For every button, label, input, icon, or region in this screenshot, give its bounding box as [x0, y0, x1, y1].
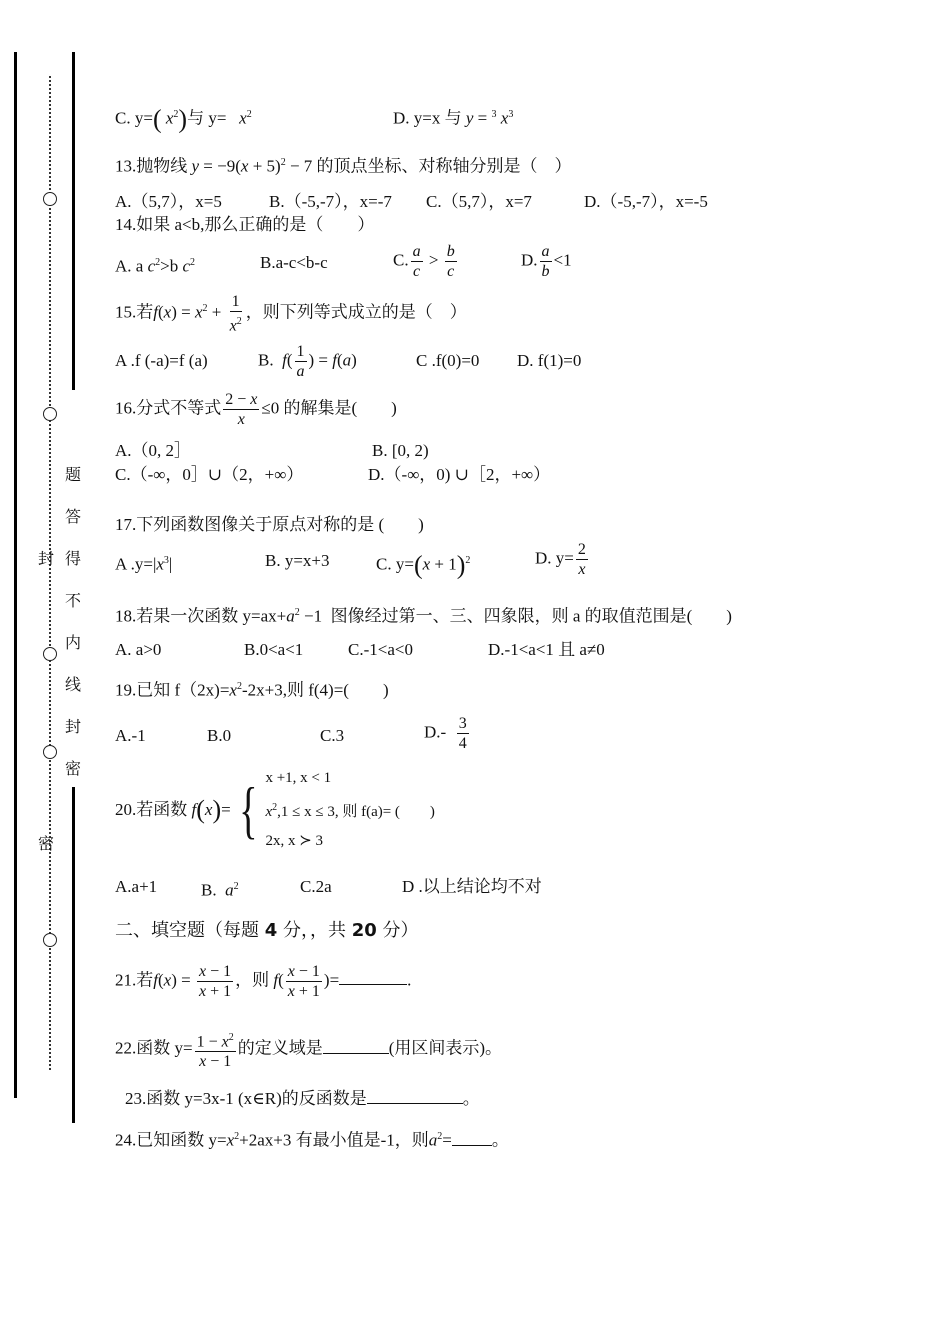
margin-label-secret: 密 — [37, 836, 54, 853]
binding-hole-icon — [43, 407, 57, 421]
margin-rule-upper — [72, 52, 75, 390]
question-15: 15.若$f(x) = x^2$ + $\frac{1}{x^2}$ ，则下列等式成立的是（ ） — [115, 293, 467, 335]
binding-hole-icon — [43, 192, 57, 206]
question-23: 23.函数 y=3x-1 (x∈R)的反函数是 。 — [125, 1089, 480, 1108]
margin-label: 不 — [64, 593, 81, 610]
question-14: 14.如果 a<b,那么正确的是（ ） — [115, 215, 375, 234]
margin-label: 线 — [64, 677, 81, 694]
question-16: 16.分式不等式 $\frac{2 - x}{x}$ ≤0 的解集是( ) — [115, 391, 397, 428]
binding-margin — [0, 0, 110, 1344]
binding-hole-icon — [43, 933, 57, 947]
question-24: 24.已知函数 $y=x^2+2ax+3$ 有最小值是-1，则$a^2=$ 。 — [115, 1130, 509, 1150]
answer-blank[interactable] — [452, 1129, 492, 1146]
binding-hole-icon — [43, 745, 57, 759]
margin-label: 答 — [64, 509, 81, 526]
margin-label: 得 — [64, 551, 81, 568]
answer-blank[interactable] — [339, 968, 407, 985]
margin-label-seal: 封 — [37, 551, 54, 568]
answer-blank[interactable] — [367, 1087, 463, 1104]
binding-hole-icon — [43, 647, 57, 661]
question-22: 22.函数 y= $\frac{1 - x^2}{x - 1}$ 的定义域是 (用区间表示)。 — [115, 1028, 502, 1071]
answer-blank[interactable] — [323, 1037, 389, 1054]
question-21: 21.若f(x) = $\frac{x - 1}{x + 1}$ ，则 f( $\frac{x - 1}{x + 1}$ )= . — [115, 963, 412, 1000]
section-2-heading: 二、填空题（每题 4 分，，共 20 分） — [115, 920, 419, 941]
margin-rule-outer — [14, 52, 17, 1098]
margin-label: 密 — [64, 761, 81, 778]
question-18: 18.若果一次函数 $y=ax+a^2 -1$ 图像经过第一、三、四象限，则 a 的取值范围是( ) — [115, 606, 732, 626]
question-17: 17.下列函数图像关于原点对称的是 ( ) — [115, 515, 424, 534]
margin-dotted-line — [49, 76, 51, 1070]
margin-rule-lower — [72, 787, 75, 1123]
question-20: 20.若函数 f ( x ) = { x +1, x < 1 $x^2,1 \le x \le 3$, 则 f(a)= ( ) 2x, x ≻ 3 — [115, 770, 435, 849]
margin-label: 内 — [64, 635, 81, 652]
margin-label: 题 — [64, 467, 81, 484]
margin-label: 封 — [64, 719, 81, 736]
question-13: 13.抛物线 $y = -9(x + 5)^2 - 7$ 的顶点坐标、对称轴分别是（ ） — [115, 156, 572, 176]
question-19: 19.已知 $f(2x)=x^2-2x+3$,则 f(4)=( ) — [115, 680, 389, 700]
